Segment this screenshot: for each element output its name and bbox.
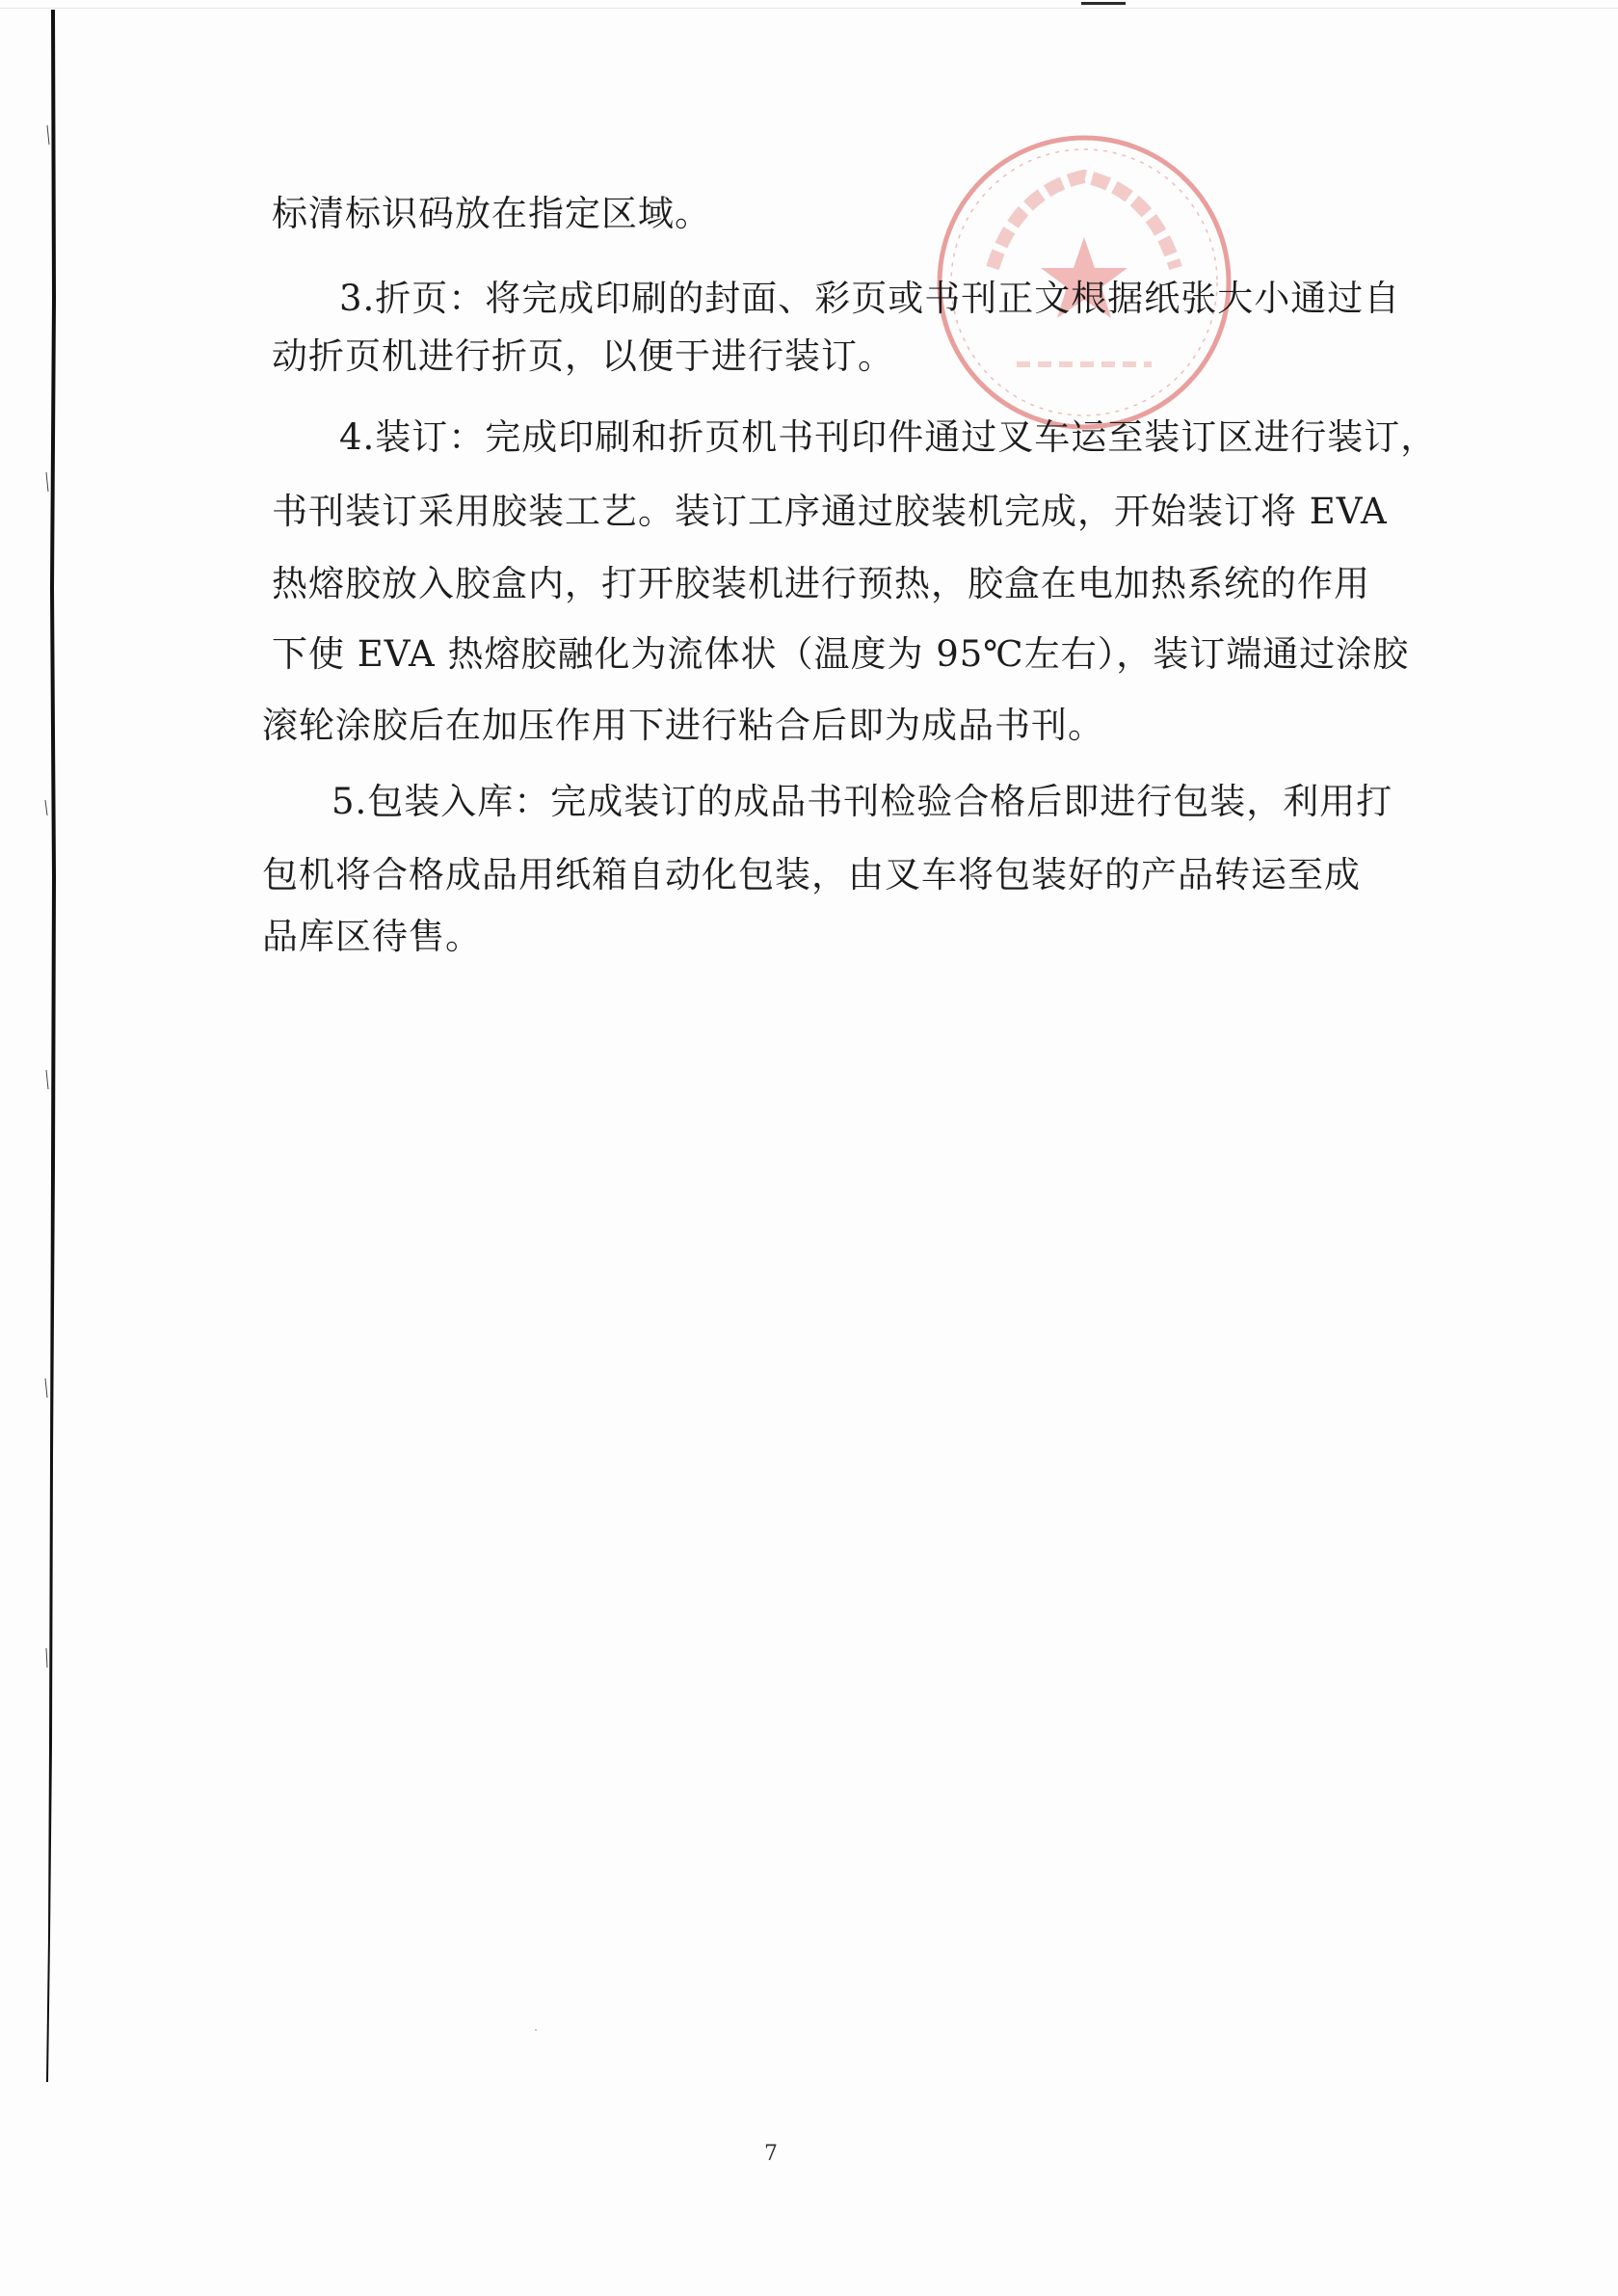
text-line: 5.包装入库：完成装订的成品书刊检验合格后即进行包装，利用打 [332, 781, 1393, 822]
text-line: 3.折页：将完成印刷的封面、彩页或书刊正文根据纸张大小通过自 [339, 278, 1401, 319]
page-number: 7 [764, 2142, 778, 2166]
text-line: 下使 EVA 热熔胶融化为流体状（温度为 95℃左右），装订端通过涂胶 [272, 633, 1410, 675]
text-line: 滚轮涂胶后在加压作用下进行粘合后即为成品书刊。 [262, 705, 1104, 746]
body-text [0, 0, 1618, 1060]
text-line: 标清标识码放在指定区域。 [272, 193, 711, 234]
text-line: 包机将合格成品用纸箱自动化包装，由叉车将包装好的产品转运至成 [262, 854, 1361, 895]
text-line: 热熔胶放入胶盒内，打开胶装机进行预热，胶盒在电加热系统的作用 [272, 563, 1370, 604]
text-line: 动折页机进行折页，以便于进行装订。 [272, 335, 894, 377]
text-line: 书刊装订采用胶装工艺。装订工序通过胶装机完成，开始装订将 EVA [272, 491, 1388, 532]
text-line: 品库区待售。 [262, 916, 482, 957]
scan-speck [535, 2029, 537, 2031]
text-line: 4.装订：完成印刷和折页机书刊印件通过叉车运至装订区进行装订， [339, 416, 1438, 458]
